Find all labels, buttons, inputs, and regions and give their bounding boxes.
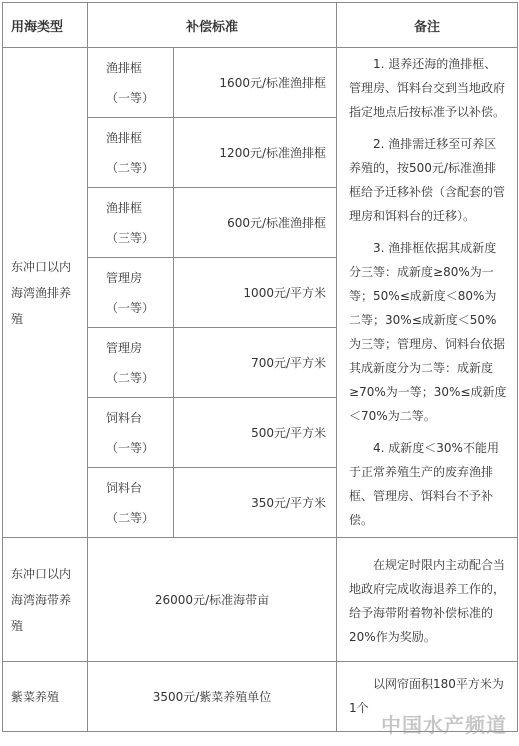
note-paragraph: 1. 退养还海的渔排框、管理房、饵料台交到当地政府指定地点后按标准予以补偿。: [349, 57, 506, 119]
region-cell: 东冲口以内海湾海带养殖: [3, 538, 88, 662]
item-cell: 管理房（二等）: [88, 328, 174, 398]
header-row: [3, 3, 518, 48]
region-cell: 东冲口以内海湾渔排养殖: [3, 48, 88, 538]
item-cell: 管理房（一等）: [88, 258, 174, 328]
standard-cell: 1200元/标准渔排框: [174, 118, 337, 188]
table-row: [3, 48, 518, 118]
watermark-logo: 中国水产频道: [381, 713, 507, 737]
region-cell: 紫菜养殖: [3, 662, 88, 732]
standard-cell: 3500元/紫菜养殖单位: [88, 662, 337, 732]
standard-cell: 600元/标准渔排框: [174, 188, 337, 258]
note-paragraph: 在规定时限内主动配合当地政府完成收海退养工作的，给予海带附着物补偿标准的20%作为奖励。: [349, 557, 506, 644]
standard-cell: 1000元/平方米: [174, 258, 337, 328]
item-cell: 饲料台（一等）: [88, 398, 174, 468]
standard-cell: 700元/平方米: [174, 328, 337, 398]
header-type: 用海类型: [3, 3, 88, 48]
standard-cell: 500元/平方米: [174, 398, 337, 468]
note-paragraph: 4. 成新度＜30%不能用于正常养殖生产的废弃渔排框、管理房、饵料台不予补偿。: [349, 441, 499, 527]
note-paragraph: 以网帘面积180平方米为1个: [349, 677, 504, 715]
item-cell: 渔排框（一等）: [88, 48, 174, 118]
note-paragraph: 3. 渔排框依据其成新度分三等：成新度≥80%为一等；50%≤成新度＜80%为二等；30%≤成新度＜50%为三等；管理房、饲料台依据其成新度分为二等：成新度≥70%为一等；30%≤成新度＜70%为二等。: [349, 241, 507, 423]
item-cell: 渔排框（三等）: [88, 188, 174, 258]
standard-cell: 1600元/标准渔排框: [174, 48, 337, 118]
header-notes: 备注: [337, 3, 518, 48]
standard-cell: 26000元/标准海带亩: [88, 538, 337, 662]
header-standard: 补偿标准: [88, 3, 337, 48]
note-paragraph: 2. 渔排需迁移至可养区养殖的，按500元/标准渔排框给予迁移补偿（含配套的管理房和饵料台的迁移）。: [349, 137, 506, 223]
standard-cell: 350元/平方米: [174, 468, 337, 538]
notes-cell: [337, 538, 518, 662]
item-cell: 饲料台（二等）: [88, 468, 174, 538]
item-cell: 渔排框（二等）: [88, 118, 174, 188]
compensation-table: [2, 2, 518, 732]
table-row: [3, 538, 518, 662]
notes-cell: [337, 48, 518, 538]
